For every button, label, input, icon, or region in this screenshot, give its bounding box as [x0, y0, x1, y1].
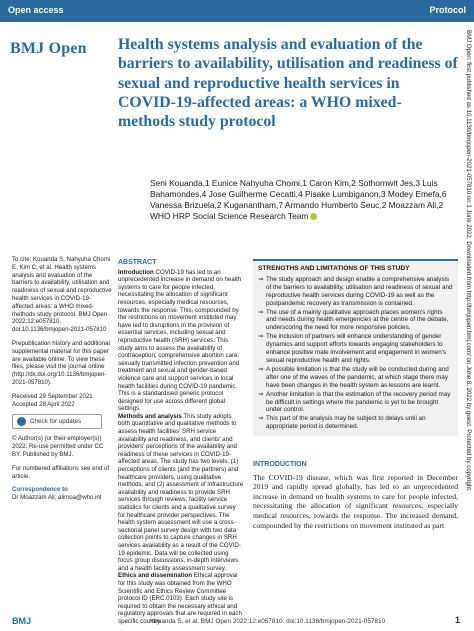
correspondence-text: Dr Moazzam Ali; alimoa@who.int	[12, 494, 102, 502]
open-access-label: Open access	[8, 5, 64, 15]
strength-item: ⇒ Another limitation is that the estimation of the recovery period may be difficult in settings where the pandemic is yet to be brought under control.	[258, 391, 453, 415]
author-text: Seni Kouanda,1 Eunice Nahyuha Chomi,1 Caron Kim,2 Sothornwit Jes,3 Luis Bahamondes,4 Jose Guilherme Cecatti,4 Pisake Lumbiganon,3 Modey Emefa,6 Vanessa Brizuela,2 Kuganantham,7 Armando Humberto Seuc,2 Moazzam Ali,2 WHO HRP Social Science Research Team	[150, 178, 447, 221]
check-updates-icon	[17, 417, 26, 426]
introduction-section	[253, 460, 458, 530]
strength-item: ⇒ The study approach and design enable a comprehensive analysis of the barriers to availability, utilisation and readiness of sexual and reproductive health services during COVID-19 as well as the postpandemic recovery as transmission is contained.	[258, 276, 453, 308]
abstract-methods: This study adopts both quantitative and qualitative methods to assess health facilities' SRH service availability and readiness, and clients' and providers' perceptions of the availability and readiness of these services in COVID-19-affected areas. The study has two levels: (1) perceptions of clients (and the partners) and healthcare providers, using qualitative methods, and (2) assessment of infrastructure availability and readiness to provide SRH services through reviews, facility service statistics for clients and a qualitative survey for healthcare provider perspectives. The health system assessment will use a cross-sectional panel survey design with two data collection points to capture changes in SRH services availability as a result of the COVID-19 epidemic. Data will be collected using focus group discussions, in-depth interviews and a health facility assessment survey.	[118, 412, 244, 572]
copyright-text: © Author(s) (or their employer(s)) 2022. Re-use permitted under CC BY. Published by BMJ.	[12, 435, 104, 458]
strengths-box	[253, 259, 458, 436]
prepub-note: Prepublication history and additional supplemental material for this paper are available online. To view these files, please visit the journal online (http://dx.doi.org/10.1136/bmjopen-2021-057810).	[12, 339, 110, 386]
abstract	[118, 259, 244, 626]
side-download-note: BMJ Open: first published as 10.1136/bmjopen-2021-057810 on 1 June 2022. Downloaded from http://bmjopen.bmj.com/ on June 8, 2022 by guest. Protected by copyright.	[465, 30, 472, 492]
check-updates-button[interactable]	[12, 414, 102, 429]
right-column	[253, 259, 458, 617]
abstract-ethics: Ethical approval for this study was obtained from the WHO Scientific and Ethics Review Committee protocol ID (ERC.0103). Each study site is required to obtain the necessary ethical and regulatory approvals that are required in each specific country.	[118, 572, 242, 625]
abstract-ethics-label: Ethics and dissemination	[118, 572, 193, 580]
introduction-text: The COVID-19 disease, which was first reported in December 2019 and rapidly spread globally, has led to an unprecedented increase in demand on health systems to care for people infected, necessitating the allocation of significant resources, especially medical resources, towards the response. The increased demand, compounded by the restrictions on movement instituted as part	[253, 472, 458, 530]
received-date: Received 29 September 2021	[12, 392, 93, 400]
abstract-methods-label: Methods and analysis	[118, 412, 182, 420]
abstract-intro-label: Introduction	[118, 268, 154, 276]
page-number: 1	[454, 615, 460, 625]
strength-item: ⇒ The inclusion of partners will enhance understanding of gender dynamics and support efforts towards engaging stakeholders to enhance positive male involvement and engagement in women's sexual reproductive health and rights.	[258, 333, 453, 365]
strength-item: ⇒ A possible limitation is that the study will be conducted during and after one of the waves of the pandemic, at which stage there may have been changes in the health system as lessons are learnt.	[258, 366, 453, 390]
journal-logo: BMJ Open	[10, 40, 87, 57]
strength-item: ⇒ This part of the analysis may be subject to delays until an appropriate period is determined.	[258, 415, 453, 431]
page-footer	[0, 612, 474, 631]
orcid-icon[interactable]	[310, 213, 317, 220]
accepted-date: Accepted 28 April 2022	[12, 400, 75, 408]
affiliation-note: For numbered affiliations see end of article.	[12, 464, 110, 480]
strengths-heading: STRENGTHS AND LIMITATIONS OF THIS STUDY	[258, 265, 410, 272]
introduction-heading: INTRODUCTION	[253, 461, 307, 468]
top-banner	[0, 0, 474, 22]
cite-text: To cite: Kouanda S, Nahyuha Chomi E, Kim C, et al. Health systems analysis and evaluation of the barriers to availability, utilisation and readiness of sexual and reproductive health services in COVID-19-affected areas: a WHO mixed-methods study protocol. BMJ Open 2022;12:e057810. doi:10.1136/bmjopen-2021-057810	[12, 256, 112, 334]
abstract-intro: COVID-19 has led to an unprecedented increase in demand on health systems to care for people infected, necessitating the allocation of significant resources, especially medical resources, towards the response. This, compounded by the restrictions on movement instituted may have led to disruptions in the provision of essential services, including sexual and reproductive health (SRH) services. This study aims to assess the availability of contraception, comprehensive abortion care, sexually transmitted infection prevention and treatment and sexual and gender-based violence care and support services in local health facilities during COVID-19 pandemic. This is a standardised generic protocol designed for use across different global settings.	[118, 268, 242, 413]
strength-item: ⇒ The use of a mainly qualitative approach places women's rights and needs during health emergencies at the centre of the debate, underscoring the need for more responsive policies.	[258, 309, 453, 333]
footer-citation: Kouanda S, et al. BMJ Open 2022;12:e057810. doi:10.1136/bmjopen-2021-057810	[150, 618, 386, 625]
correspondence-label: Correspondence to	[12, 486, 68, 494]
check-updates-label: Check for updates	[30, 417, 82, 425]
article-sidebar	[12, 256, 112, 508]
bmj-logo: BMJ	[12, 616, 32, 626]
article-type-label: Protocol	[429, 5, 466, 15]
article-title: Health systems analysis and evaluation of the barriers to availability, utilisation and readiness of sexual and reproductive health services in COVID-19-affected areas: a WHO mixed-methods study protocol	[118, 36, 458, 131]
author-list	[150, 178, 455, 222]
abstract-heading: ABSTRACT	[118, 259, 157, 266]
